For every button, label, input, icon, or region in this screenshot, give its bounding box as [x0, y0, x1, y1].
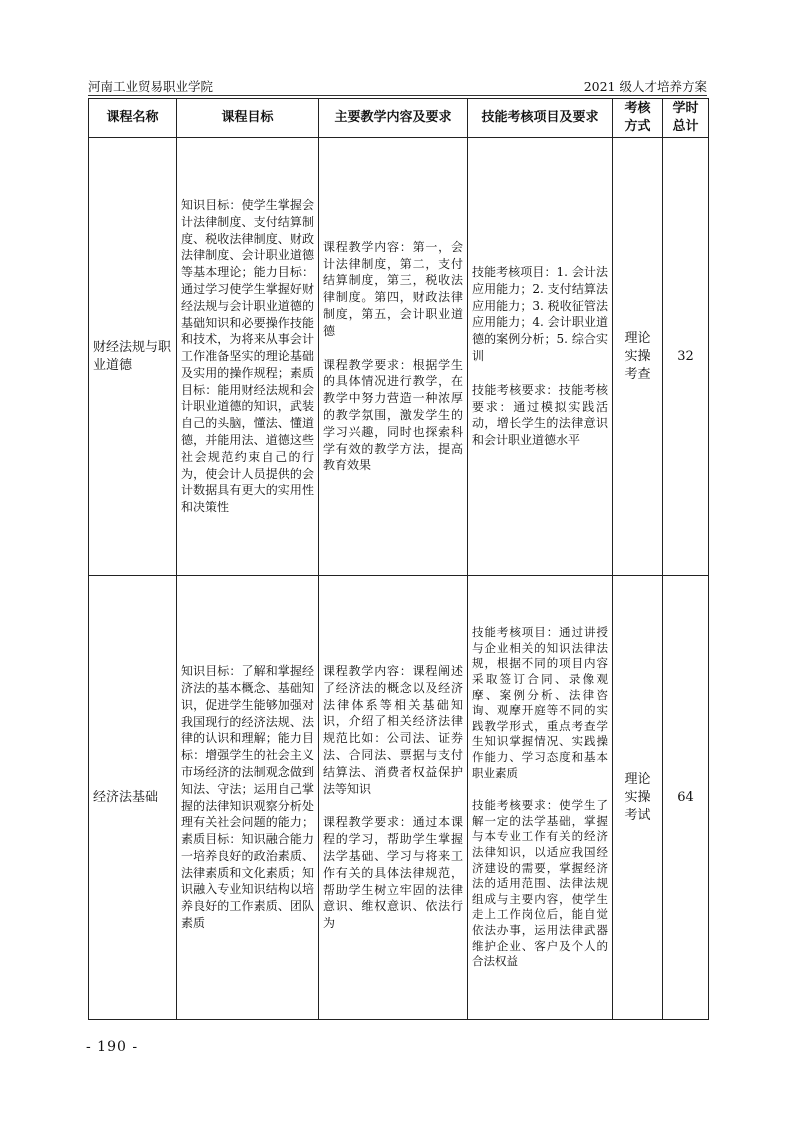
hours-cell: 32 [663, 138, 709, 576]
course-goal-cell: 知识目标：使学生掌握会计法律制度、支付结算制度、税收法律制度、财政法律制度、会计职业道德等基本理论；能力目标：通过学习使学生掌握好财经法规与会计职业道德的基础知识和必要操作技能和技术，为将来从事会计工作准备坚实的理论基础及实用的操作规程；素质目标：能用财经法规和会计职业道德的知识，武装自己的头脑，懂法、懂道德，并能用法、道德这些社会规范约束自己的行为，使会计人员提供的会计数据具有更大的实用性和决策性 [177, 138, 319, 576]
exam-method-cell: 理论实操考试 [613, 576, 663, 1020]
table-row [89, 576, 709, 1020]
course-table [88, 98, 709, 1020]
skill-items: 技能考核项目：1. 会计法应用能力；2. 支付结算法应用能力；3. 税收征管法应用能力；4. 会计职业道德的案例分析；5. 综合实训 [472, 265, 608, 363]
course-goal-cell: 知识目标：了解和掌握经济法的基本概念、基础知识，促进学生能够加强对我国现行的经济法规、法律的认识和理解；能力目标：增强学生的社会主义市场经济的法制观念做到知法、守法；运用自己掌握的法律知识观察分析处理有关社会问题的能力；素质目标：知识融合能力一培养良好的政治素质、法律素质和文化素质；知识融入专业知识结构以培养良好的工作素质、团队素质 [177, 576, 319, 1020]
hours-cell: 64 [663, 576, 709, 1020]
page-number: - 190 - [86, 1039, 139, 1055]
content-requirements: 课程教学要求：通过本课程的学习，帮助学生掌握法学基础、学习与将来工作有关的具体法律规范，帮助学生树立牢固的法律意识、维权意识、依法行为 [323, 815, 463, 931]
course-content-cell [319, 576, 468, 1020]
skill-requirements: 技能考核要求：技能考核要求：通过模拟实践活动，增长学生的法律意识和会计职业道德水平 [472, 382, 608, 448]
exam-method-cell: 理论实操考查 [613, 138, 663, 576]
col-header-hours: 学时总计 [663, 99, 709, 138]
col-header-exam: 考核方式 [613, 99, 663, 138]
content-items: 课程教学内容：课程阐述了经济法的概念以及经济法律体系等相关基础知识，介绍了相关经济法律规范比如：公司法、证券法、合同法、票据与支付结算法、消费者权益保护法等知识 [323, 664, 463, 796]
skill-cell [468, 138, 613, 576]
col-header-goal: 课程目标 [177, 99, 319, 138]
col-header-name: 课程名称 [89, 99, 177, 138]
table-row [89, 138, 709, 576]
course-content-cell [319, 138, 468, 576]
content-items: 课程教学内容：第一，会计法律制度，第二，支付结算制度，第三，税收法律制度。第四，财政法律制度，第五，会计职业道德 [323, 239, 463, 338]
header-doc-title: 2021 级人才培养方案 [583, 79, 707, 94]
course-name-cell: 财经法规与职业道德 [89, 138, 177, 576]
table-header-row [89, 99, 709, 138]
header-school: 河南工业贸易职业学院 [88, 79, 214, 94]
col-header-content: 主要教学内容及要求 [319, 99, 468, 138]
skill-requirements: 技能考核要求：使学生了解一定的法学基础，掌握与本专业工作有关的经济法律知识，以适应我国经济建设的需要，掌握经济法的适用范围、法律法规组成与主要内容，使学生走上工作岗位后，能自觉依法办事，运用法律武器维护企业、客户及个人的合法权益 [472, 798, 608, 969]
skill-items: 技能考核项目：通过讲授与企业相关的知识法律法规，根据不同的项目内容采取签订合同、录像观摩、案例分析、法律咨询、观摩开庭等不同的实践教学形式，重点考查学生知识掌握情况、实践操作能力、学习态度和基本职业素质 [472, 625, 608, 780]
skill-cell [468, 576, 613, 1020]
header-rule [88, 95, 707, 96]
course-name-cell: 经济法基础 [89, 576, 177, 1020]
content-requirements: 课程教学要求：根据学生的具体情况进行教学，在教学中努力营造一种浓厚的教学氛围，激发学生的学习兴趣，同时也探索科学有效的教学方法，提高教育效果 [323, 357, 463, 473]
col-header-skill: 技能考核项目及要求 [468, 99, 613, 138]
